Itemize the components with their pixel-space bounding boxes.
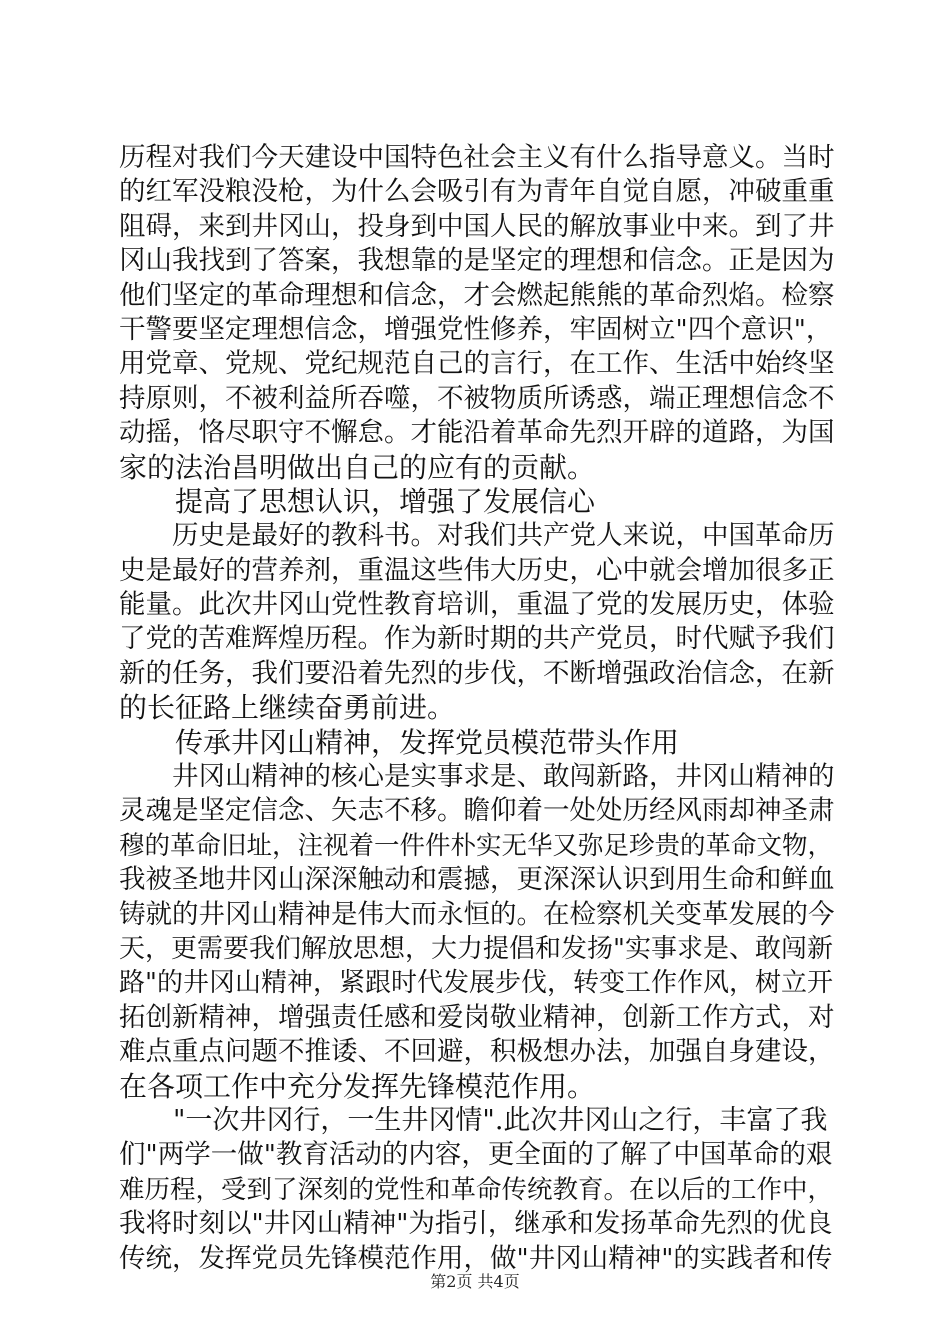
text-line: 历程对我们今天建设中国特色社会主义有什么指导意义。当时: [119, 142, 835, 173]
text-line: 传承井冈山精神，发挥党员模范带头作用: [119, 725, 680, 759]
text-line: 传统，发挥党员先锋模范作用，做"井冈山精神"的实践者和传: [119, 1242, 833, 1274]
text-line: 了党的苦难辉煌历程。作为新时期的共产党员，时代赋予我们: [119, 623, 835, 655]
text-line: "一次井冈行，一生井冈情".此次井冈山之行，丰富了我: [119, 1104, 828, 1136]
text-line: 的红军没粮没枪，为什么会吸引有为青年自觉自愿，冲破重重: [119, 176, 835, 208]
text-line: 新的任务，我们要沿着先烈的步伐，不断增强政治信念，在新: [119, 657, 835, 689]
text-line: 他们坚定的革命理想和信念，才会燃起熊熊的革命烈焰。检察: [119, 279, 835, 311]
text-line: 的长征路上继续奋勇前进。: [119, 691, 456, 725]
text-line: 们"两学一做"教育活动的内容，更全面的了解了中国革命的艰: [119, 1139, 833, 1171]
text-line: 在各项工作中充分发挥先锋模范作用。: [119, 1069, 596, 1103]
text-line: 我将时刻以"井冈山精神"为指引，继承和发扬革命先烈的优良: [119, 1208, 833, 1240]
text-line: 家的法治昌明做出自己的应有的贡献。: [119, 450, 596, 484]
text-line: 穆的革命旧址，注视着一件件朴实无华又弥足珍贵的革命文物，: [119, 830, 834, 861]
text-line: 灵魂是坚定信念、矢志不移。瞻仰着一处处历经风雨却神圣肃: [119, 795, 835, 827]
text-line: 史是最好的营养剂，重温这些伟大历史，心中就会增加很多正: [119, 554, 835, 586]
text-line: 路"的井冈山精神，紧跟时代发展步伐，转变工作作风，树立开: [119, 968, 833, 999]
text-line: 干警要坚定理想信念，增强党性修养，牢固树立"四个意识"，: [119, 313, 833, 345]
text-line: 阻碍，来到井冈山，投身到中国人民的解放事业中来。到了井: [119, 210, 835, 242]
text-line: 难历程，受到了深刻的党性和革命传统教育。在以后的工作中，: [119, 1174, 834, 1205]
text-line: 天，更需要我们解放思想，大力提倡和发扬"实事求是、敢闯新: [119, 933, 833, 964]
page-footer: 第2页 共4页: [430, 1272, 520, 1291]
text-line: 能量。此次井冈山党性教育培训，重温了党的发展历史，体验: [119, 589, 835, 621]
text-line: 提高了思想认识，增强了发展信心: [119, 484, 596, 518]
text-line: 用党章、党规、党纪规范自己的言行，在工作、生活中始终坚: [119, 348, 835, 380]
text-line: 拓创新精神，增强责任感和爱岗敬业精神，创新工作方式，对: [119, 1001, 835, 1033]
text-line: 我被圣地井冈山深深触动和震撼，更深深认识到用生命和鲜血: [119, 864, 835, 896]
text-line: 井冈山精神的核心是实事求是、敢闯新路，井冈山精神的: [119, 761, 835, 793]
text-line: 历史是最好的教科书。对我们共产党人来说，中国革命历: [119, 520, 835, 552]
text-line: 动摇，恪尽职守不懈怠。才能沿着革命先烈开辟的道路，为国: [119, 417, 835, 449]
document-body: [119, 141, 839, 1276]
text-line: 冈山我找到了答案，我想靠的是坚定的理想和信念。正是因为: [119, 245, 835, 277]
text-line: 持原则，不被利益所吞噬，不被物质所诱惑，端正理想信念不: [119, 382, 835, 414]
text-line: 铸就的井冈山精神是伟大而永恒的。在检察机关变革发展的今: [119, 898, 835, 930]
text-line: 难点重点问题不推诿、不回避，积极想办法，加强自身建设，: [119, 1036, 835, 1068]
